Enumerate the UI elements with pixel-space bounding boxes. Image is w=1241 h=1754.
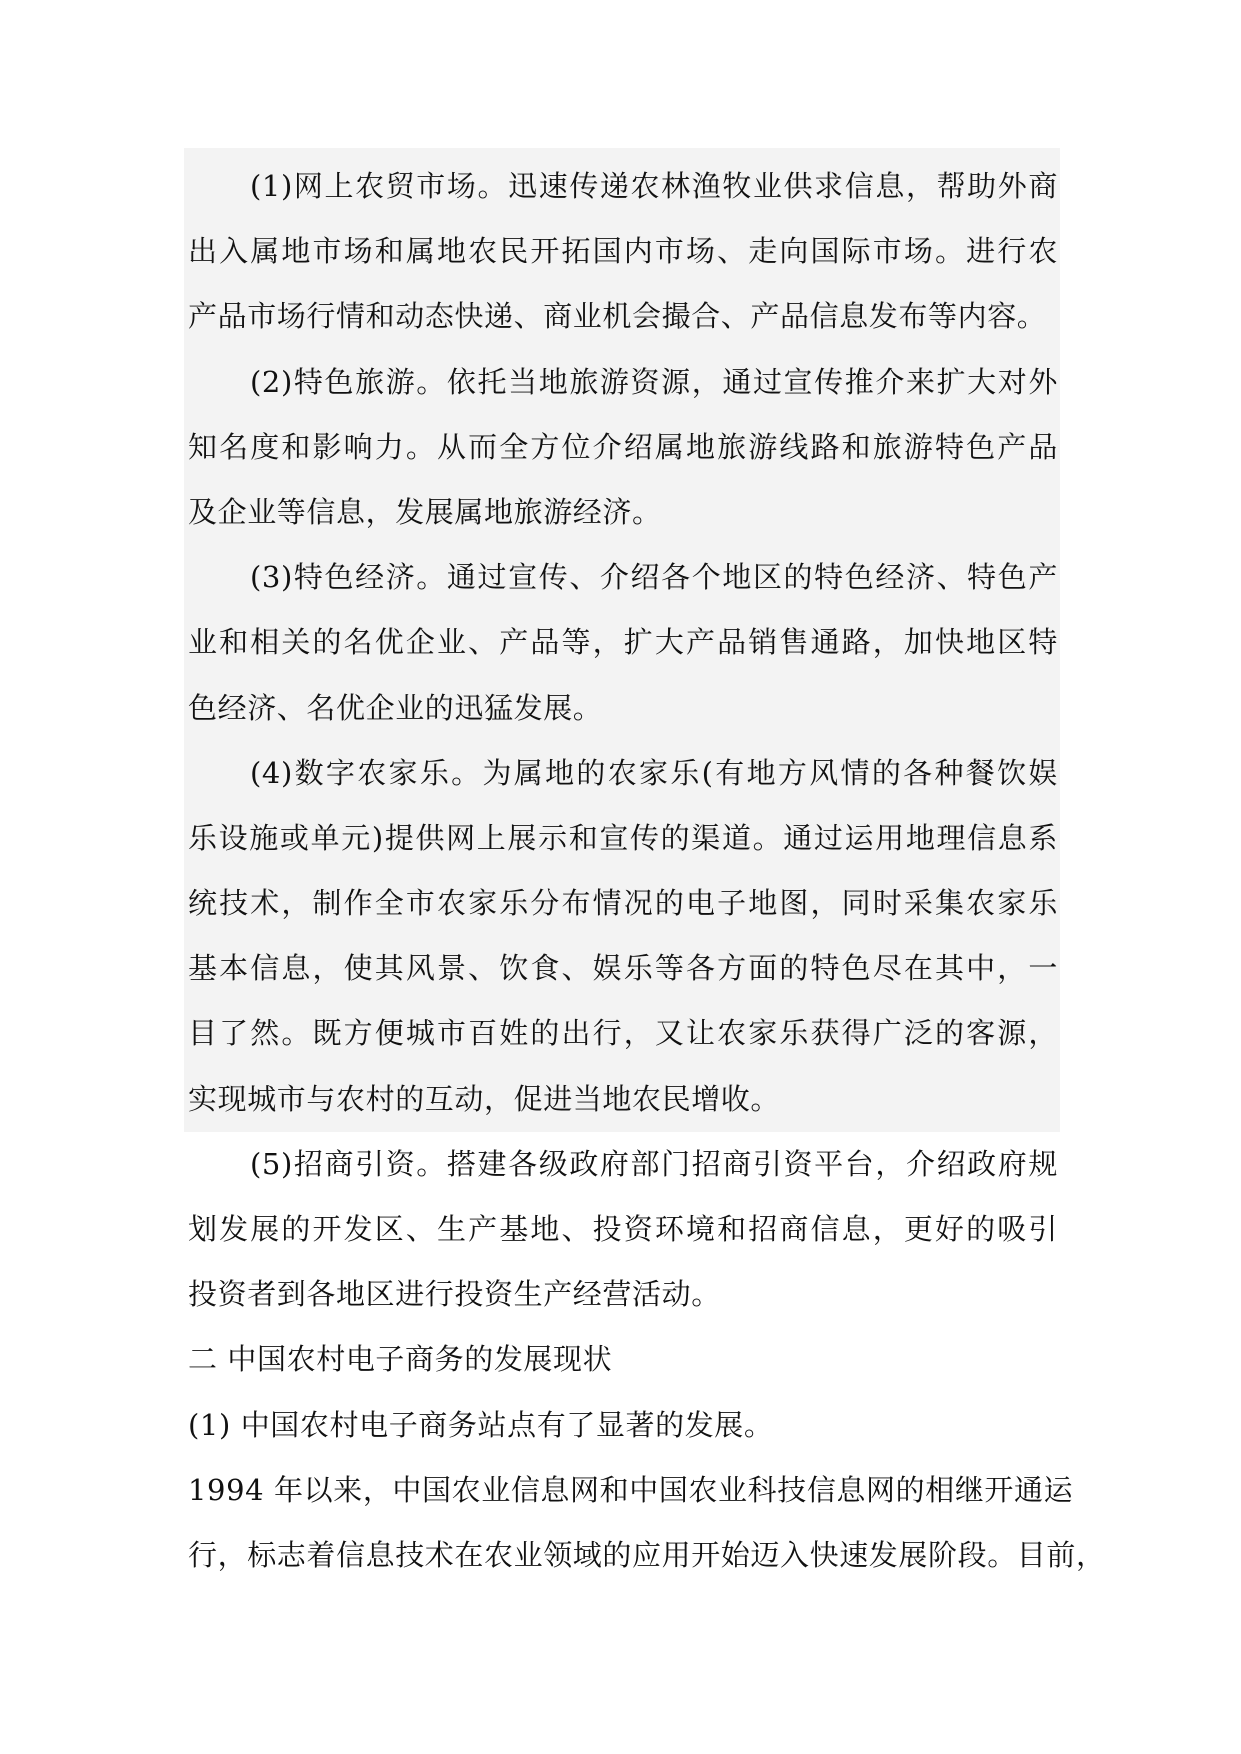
paragraph-4-line-5: 目了然。既方便城市百姓的出行，又让农家乐获得广泛的客源， bbox=[188, 1016, 1058, 1051]
section-heading: 二 中国农村电子商务的发展现状 bbox=[188, 1342, 613, 1377]
subsection-heading: (1) 中国农村电子商务站点有了显著的发展。 bbox=[188, 1407, 774, 1442]
paragraph-5-line-1: (5)招商引资。搭建各级政府部门招商引资平台，介绍政府规 bbox=[250, 1146, 1058, 1181]
paragraph-3-line-3: 色经济、名优企业的迅猛发展。 bbox=[188, 690, 603, 725]
paragraph-2-line-3: 及企业等信息，发展属地旅游经济。 bbox=[188, 494, 662, 529]
paragraph-1-line-2: 出入属地市场和属地农民开拓国内市场、走向国际市场。进行农 bbox=[188, 234, 1058, 269]
paragraph-4-line-3: 统技术，制作全市农家乐分布情况的电子地图，同时采集农家乐 bbox=[188, 886, 1058, 921]
paragraph-3-line-2: 业和相关的名优企业、产品等，扩大产品销售通路，加快地区特 bbox=[188, 625, 1058, 660]
paragraph-2-line-1: (2)特色旅游。依托当地旅游资源，通过宣传推介来扩大对外 bbox=[250, 364, 1058, 399]
paragraph-4-line-2: 乐设施或单元)提供网上展示和宣传的渠道。通过运用地理信息系 bbox=[188, 820, 1058, 855]
paragraph-5-line-3: 投资者到各地区进行投资生产经营活动。 bbox=[188, 1277, 721, 1312]
paragraph-4-line-1: (4)数字农家乐。为属地的农家乐(有地方风情的各种餐饮娱 bbox=[250, 755, 1058, 790]
paragraph-5-line-2: 划发展的开发区、生产基地、投资环境和招商信息，更好的吸引 bbox=[188, 1212, 1058, 1246]
paragraph-1-line-1: (1)网上农贸市场。迅速传递农林渔牧业供求信息，帮助外商 bbox=[250, 169, 1058, 203]
paragraph-3-line-1: (3)特色经济。通过宣传、介绍各个地区的特色经济、特色产 bbox=[250, 560, 1058, 595]
paragraph-6-line-1: 1994 年以来，中国农业信息网和中国农业科技信息网的相继开通运 bbox=[188, 1472, 1074, 1507]
paragraph-4-line-4: 基本信息，使其风景、饮食、娱乐等各方面的特色尽在其中，一 bbox=[188, 951, 1058, 986]
paragraph-1-line-3: 产品市场行情和动态快递、商业机会撮合、产品信息发布等内容。 bbox=[188, 299, 1047, 334]
paragraph-2-line-2: 知名度和影响力。从而全方位介绍属地旅游线路和旅游特色产品 bbox=[188, 429, 1058, 464]
paragraph-4-line-6: 实现城市与农村的互动，促进当地农民增收。 bbox=[188, 1081, 781, 1116]
document-body bbox=[188, 154, 1106, 1588]
paragraph-6-line-2: 行，标志着信息技术在农业领域的应用开始迈入快速发展阶段。目前， bbox=[188, 1537, 1106, 1572]
